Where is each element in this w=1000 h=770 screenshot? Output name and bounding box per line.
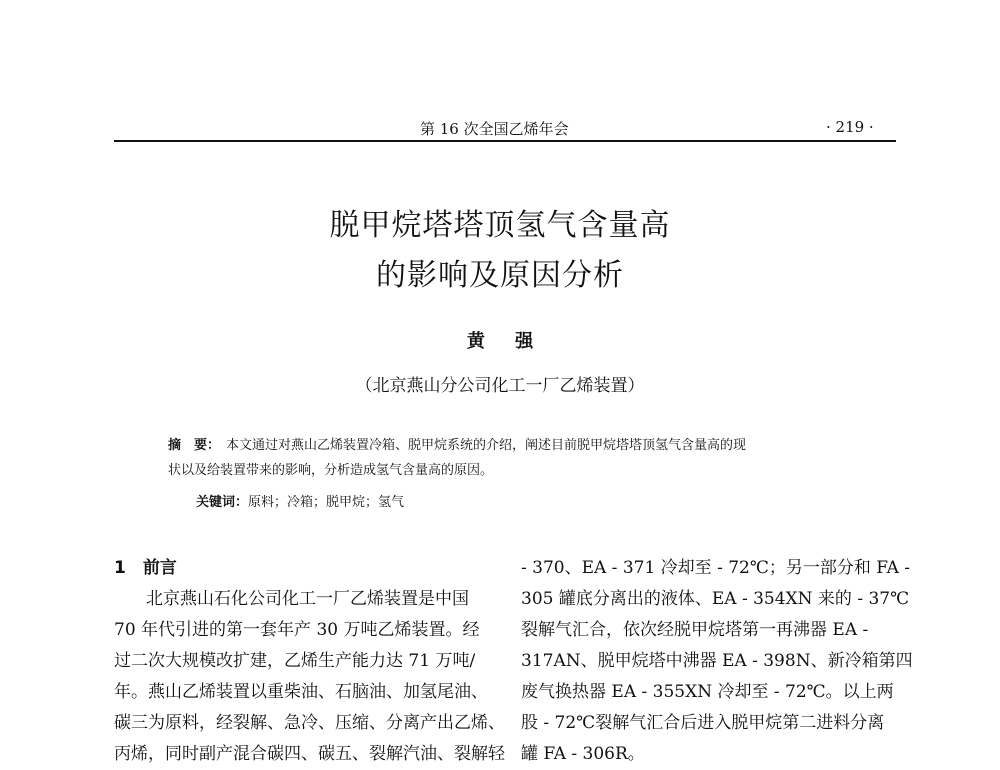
paper-title-line-1: 脱甲烷塔塔顶氢气含量高 <box>329 208 671 243</box>
body-line: 股 - 72℃裂解气汇合后进入脱甲烷第二进料分离 <box>521 713 885 733</box>
author-affiliation: （北京燕山分公司化工一厂乙烯装置） <box>355 376 645 396</box>
abstract-line-1 <box>168 436 868 456</box>
body-line: 碳三为原料，经裂解、急冷、压缩、分离产出乙烯、 <box>114 713 505 733</box>
section-heading: 1 前言 <box>114 558 177 578</box>
body-line: 丙烯，同时副产混合碳四、碳五、裂解汽油、裂解轻 <box>114 744 505 764</box>
body-line: 罐 FA - 306R。 <box>521 744 645 764</box>
body-line: - 370、EA - 371 冷却至 - 72℃；另一部分和 FA - <box>521 558 911 578</box>
paper-title-line-2: 的影响及原因分析 <box>376 258 624 293</box>
body-line: 裂解气汇合，依次经脱甲烷塔第一再沸器 EA - <box>521 620 869 640</box>
body-column-right <box>521 553 913 770</box>
author-name-part-1: 黄 <box>466 331 485 352</box>
abstract-label: 摘 要： <box>168 438 221 453</box>
author-name <box>0 327 1000 353</box>
body-line: 年。燕山乙烯装置以重柴油、石脑油、加氢尾油、 <box>114 682 488 702</box>
keywords-label: 关键词： <box>196 495 249 510</box>
body-line: 北京燕山石化公司化工一厂乙烯装置是中国 <box>146 589 469 609</box>
body-line: 317AN、脱甲烷塔中沸器 EA - 398N、新冷箱第四 <box>521 651 913 671</box>
header-rule <box>114 140 896 142</box>
abstract-text-1: 本文通过对燕山乙烯装置冷箱、脱甲烷系统的介绍，阐述目前脱甲烷塔塔顶氢气含量高的现 <box>226 438 747 453</box>
keywords <box>196 491 404 510</box>
running-header-title: 第 16 次全国乙烯年会 <box>420 120 569 138</box>
page-number: · 219 · <box>826 118 874 136</box>
body-column-left <box>114 553 505 770</box>
author-name-part-2: 强 <box>515 331 534 352</box>
body-line: 过二次大规模改扩建，乙烯生产能力达 71 万吨/ <box>114 651 476 671</box>
abstract-line-2: 状以及给装置带来的影响，分析造成氢气含量高的原因。 <box>168 463 494 478</box>
body-line: 70 年代引进的第一套年产 30 万吨乙烯装置。经 <box>114 620 480 640</box>
body-line: 305 罐底分离出的液体、EA - 354XN 来的 - 37℃ <box>521 589 910 609</box>
body-line: 废气换热器 EA - 355XN 冷却至 - 72℃。以上两 <box>521 682 894 702</box>
keywords-text: 原料；冷箱；脱甲烷；氢气 <box>248 495 405 510</box>
